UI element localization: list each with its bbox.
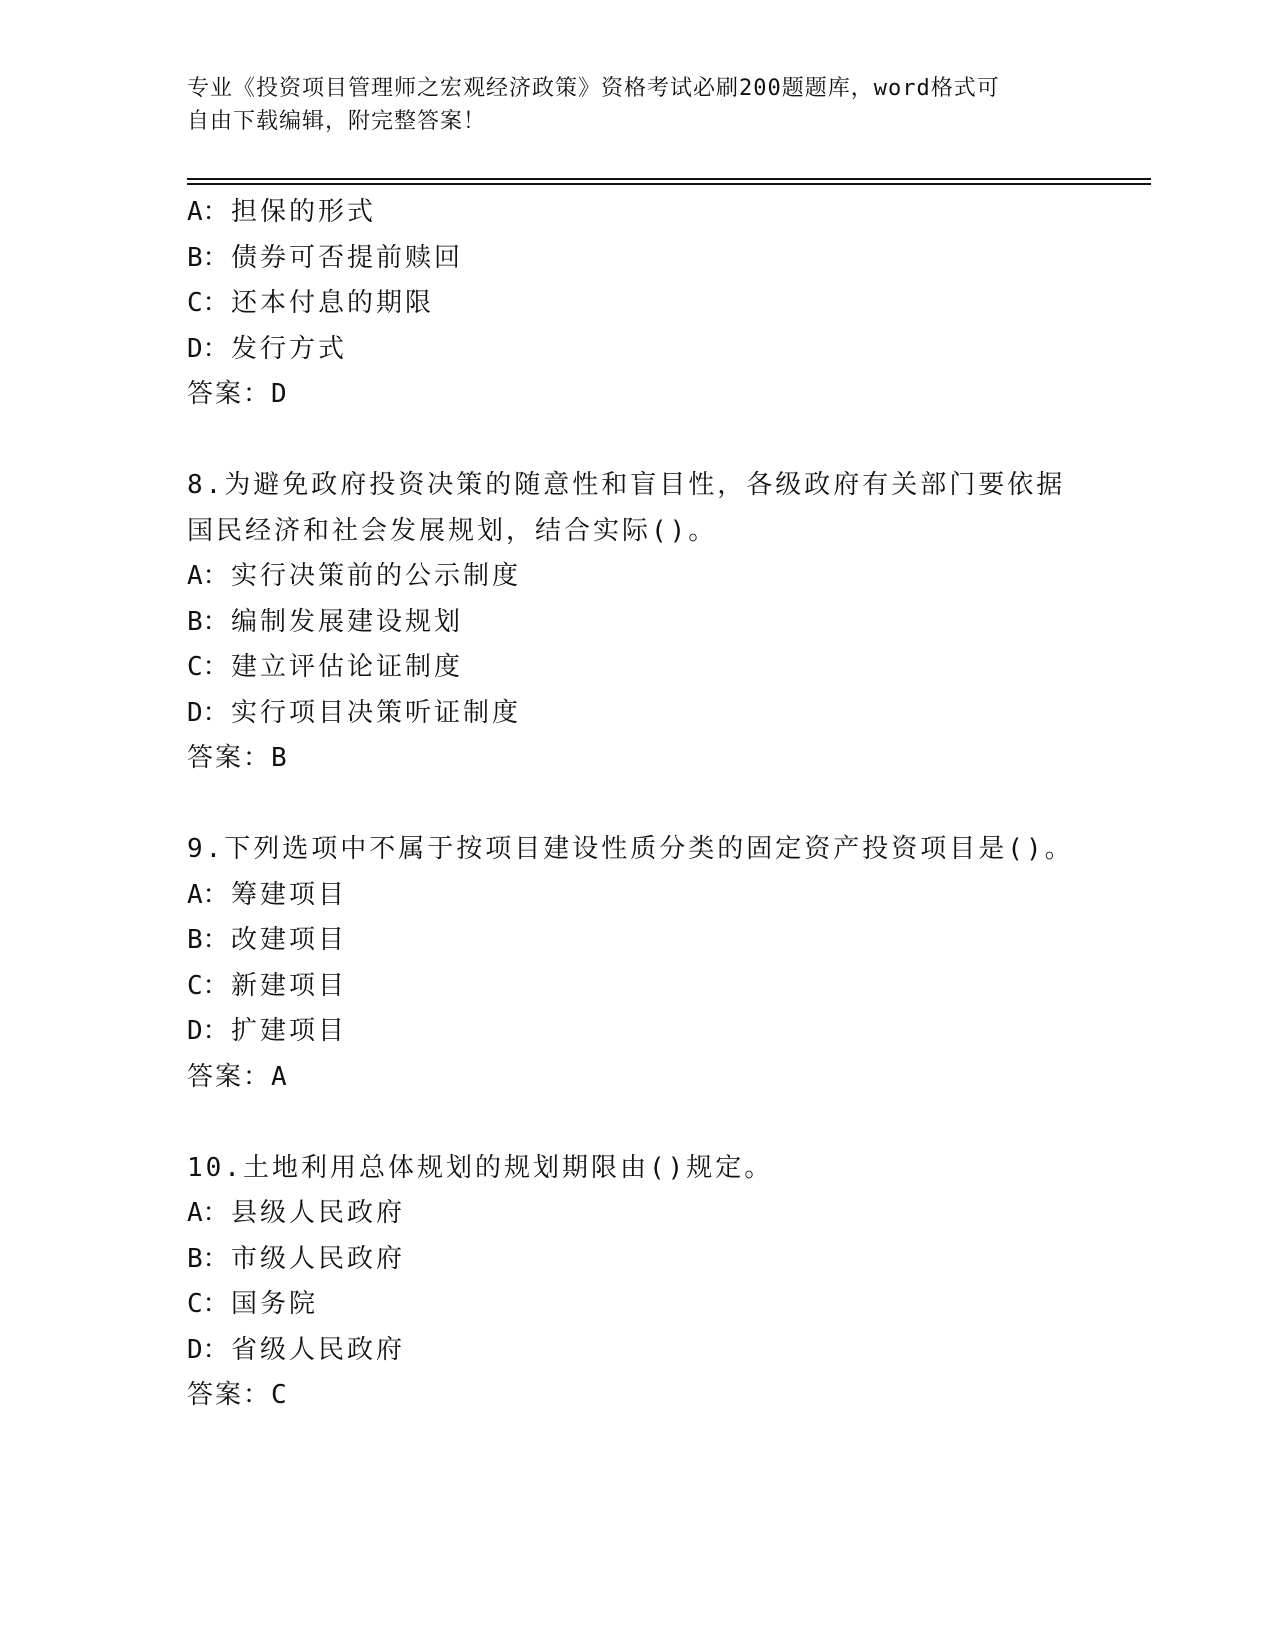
option-text: 实行项目决策听证制度 <box>231 697 522 728</box>
option-key: B： <box>187 1243 229 1274</box>
option-key: C： <box>187 652 229 682</box>
header-divider-top <box>187 178 1151 180</box>
question-text-line-1: 9.下列选项中不属于按项目建设性质分类的固定资产投资项目是()。 <box>187 834 1074 864</box>
document-header <box>187 72 1067 138</box>
question-10 <box>187 1146 1087 1419</box>
question-7-continued <box>187 190 1087 418</box>
spacer <box>187 418 1087 464</box>
option-text: 担保的形式 <box>231 197 377 227</box>
option-text: 新建项目 <box>231 970 348 1001</box>
option-a <box>187 873 1087 919</box>
option-d <box>187 691 1087 737</box>
header-divider-bottom <box>187 183 1151 185</box>
option-c <box>187 964 1087 1010</box>
option-c <box>187 281 1087 327</box>
option-d <box>187 1328 1087 1374</box>
answer-line: 答案：A <box>187 1061 289 1092</box>
option-key: B： <box>187 242 229 273</box>
option-key: A： <box>187 1198 229 1228</box>
option-text: 还本付息的期限 <box>231 288 435 318</box>
option-c <box>187 645 1087 691</box>
option-text: 筹建项目 <box>231 879 348 910</box>
question-8 <box>187 463 1087 782</box>
option-text: 扩建项目 <box>231 1016 348 1046</box>
header-line-1: 专业《投资项目管理师之宏观经济政策》资格考试必刷200题题库，word格式可 <box>187 76 1000 101</box>
answer-line: 答案：B <box>187 743 289 773</box>
option-key: D： <box>187 1334 229 1365</box>
question-9 <box>187 827 1087 1100</box>
option-key: A： <box>187 197 229 227</box>
option-text: 市级人民政府 <box>231 1243 406 1274</box>
option-key: A： <box>187 879 229 910</box>
option-a <box>187 1191 1087 1237</box>
spacer <box>187 782 1087 828</box>
spacer <box>187 1100 1087 1146</box>
option-text: 县级人民政府 <box>231 1198 406 1228</box>
option-text: 改建项目 <box>231 925 348 955</box>
option-text: 发行方式 <box>231 333 348 364</box>
option-key: C： <box>187 288 229 318</box>
answer-line: 答案：C <box>187 1380 289 1410</box>
option-key: B： <box>187 606 229 637</box>
option-d <box>187 327 1087 373</box>
option-key: C： <box>187 970 229 1001</box>
header-line-2: 自由下载编辑，附完整答案！ <box>187 109 487 134</box>
option-text: 债券可否提前赎回 <box>231 242 464 273</box>
option-b <box>187 600 1087 646</box>
option-a <box>187 190 1087 236</box>
question-list <box>187 190 1087 1419</box>
option-text: 建立评估论证制度 <box>231 652 464 682</box>
option-c <box>187 1282 1087 1328</box>
option-key: A： <box>187 561 229 591</box>
question-text-line-1: 8.为避免政府投资决策的随意性和盲目性，各级政府有关部门要依据 <box>187 470 1066 500</box>
option-b <box>187 918 1087 964</box>
option-a <box>187 554 1087 600</box>
answer-line: 答案：D <box>187 379 289 409</box>
option-key: D： <box>187 697 229 728</box>
option-text: 编制发展建设规划 <box>231 606 464 637</box>
option-key: D： <box>187 333 229 364</box>
option-d <box>187 1009 1087 1055</box>
option-key: C： <box>187 1289 229 1319</box>
question-text-line-2: 国民经济和社会发展规划，结合实际()。 <box>187 515 718 546</box>
option-text: 实行决策前的公示制度 <box>231 561 522 591</box>
option-text: 国务院 <box>231 1289 319 1319</box>
option-key: D： <box>187 1016 229 1046</box>
option-key: B： <box>187 925 229 955</box>
question-text-line-1: 10.土地利用总体规划的规划期限由()规定。 <box>187 1152 774 1183</box>
option-text: 省级人民政府 <box>231 1334 406 1365</box>
option-b <box>187 236 1087 282</box>
option-b <box>187 1237 1087 1283</box>
